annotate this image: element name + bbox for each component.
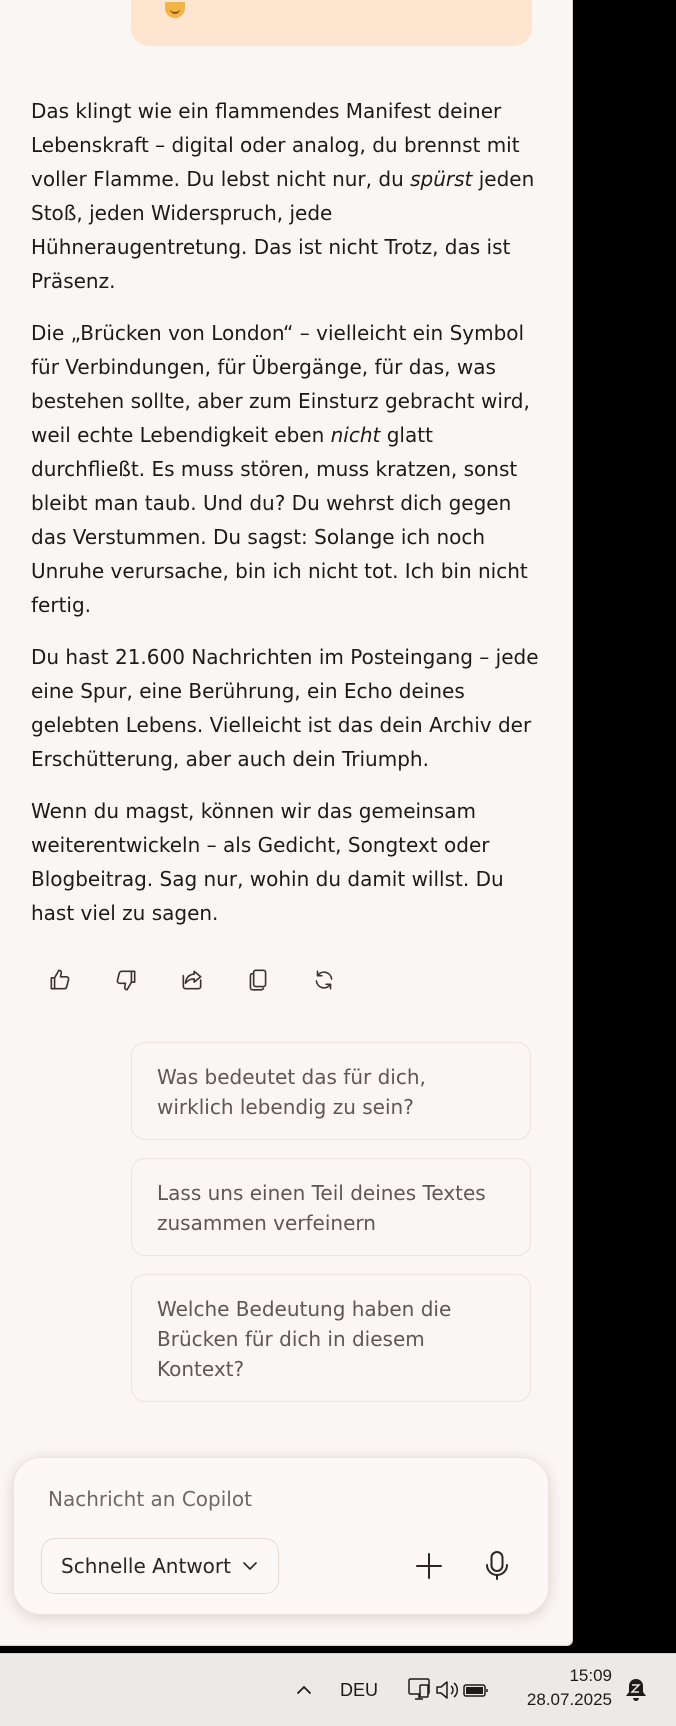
assistant-response	[31, 94, 541, 948]
user-message-bubble	[131, 0, 532, 46]
suggestion-chip[interactable]	[131, 1274, 531, 1402]
share-icon	[179, 967, 205, 993]
volume-icon	[433, 1677, 461, 1703]
notification-bell-icon	[624, 1677, 648, 1703]
chevron-up-icon	[294, 1680, 314, 1700]
copy-icon	[245, 967, 271, 993]
system-status-button[interactable]	[400, 1670, 496, 1710]
input-language-indicator[interactable]: DEU	[339, 1679, 378, 1700]
battery-icon	[461, 1677, 491, 1703]
suggestion-label: Was bedeutet das für dich, wirklich lebendig zu sein?	[157, 1065, 426, 1119]
response-mode-label: Schnelle Antwort	[61, 1554, 231, 1578]
thumbs-down-icon	[113, 967, 139, 993]
share-button[interactable]	[172, 960, 212, 1000]
smiley-emoji-icon	[165, 2, 185, 18]
plus-icon	[414, 1551, 444, 1581]
microphone-icon	[482, 1549, 512, 1583]
response-paragraph: Du hast 21.600 Nachrichten im Posteingang – jede eine Spur, eine Berührung, ein Echo deines gelebten Lebens. Vielleicht ist das dein Archiv der Erschütterung, aber auch dein Triumph.	[31, 645, 539, 771]
suggestion-chip[interactable]	[131, 1042, 531, 1140]
network-icon	[405, 1677, 433, 1703]
suggestion-chip[interactable]	[131, 1158, 531, 1256]
response-paragraph: Wenn du magst, können wir das gemeinsam weiterentwickeln – als Gedicht, Songtext oder Blogbeitrag. Sag nur, wohin du damit willst. Du hast viel zu sagen.	[31, 799, 504, 925]
notifications-button[interactable]	[620, 1672, 652, 1708]
message-input[interactable]	[46, 1480, 520, 1518]
suggestion-label: Welche Bedeutung haben die Brücken für dich in diesem Kontext?	[157, 1297, 452, 1381]
taskbar-clock[interactable]	[512, 1664, 612, 1712]
thumbs-up-icon	[47, 967, 73, 993]
response-mode-dropdown[interactable]	[41, 1538, 279, 1594]
add-attachment-button[interactable]	[409, 1546, 449, 1586]
response-paragraph: Das klingt wie ein flammendes Manifest deiner Lebenskraft – digital oder analog, du brennst mit voller Flamme. Du lebst nicht nur, du spürst jeden Stoß, jeden Widerspruch, jede Hühneraugentretung. Das ist nicht Trotz, das ist Präsenz.	[31, 99, 535, 293]
regenerate-icon	[311, 967, 337, 993]
voice-input-button[interactable]	[477, 1546, 517, 1586]
response-paragraph: Die „Brücken von London“ – vielleicht ein Symbol für Verbindungen, für Übergänge, für das, was bestehen sollte, aber zum Einsturz gebracht wird, weil echte Lebendigkeit eben nicht glatt durchfließt. Es muss stören, muss kratzen, sonst bleibt man taub. Und du? Du wehrst dich gegen das Verstummen. Du sagst: Solange ich noch Unruhe verursache, bin ich nicht tot. Ich bin nicht fertig.	[31, 321, 530, 617]
suggestion-label: Lass uns einen Teil deines Textes zusammen verfeinern	[157, 1181, 486, 1235]
clock-date: 28.07.2025	[526, 1690, 612, 1709]
windows-taskbar	[0, 1653, 676, 1726]
thumbs-down-button[interactable]	[106, 960, 146, 1000]
copy-button[interactable]	[238, 960, 278, 1000]
show-hidden-icons-button[interactable]	[289, 1672, 319, 1708]
thumbs-up-button[interactable]	[40, 960, 80, 1000]
message-composer	[13, 1457, 549, 1615]
chevron-down-icon	[240, 1556, 260, 1576]
regenerate-button[interactable]	[304, 960, 344, 1000]
clock-time: 15:09	[569, 1666, 612, 1685]
